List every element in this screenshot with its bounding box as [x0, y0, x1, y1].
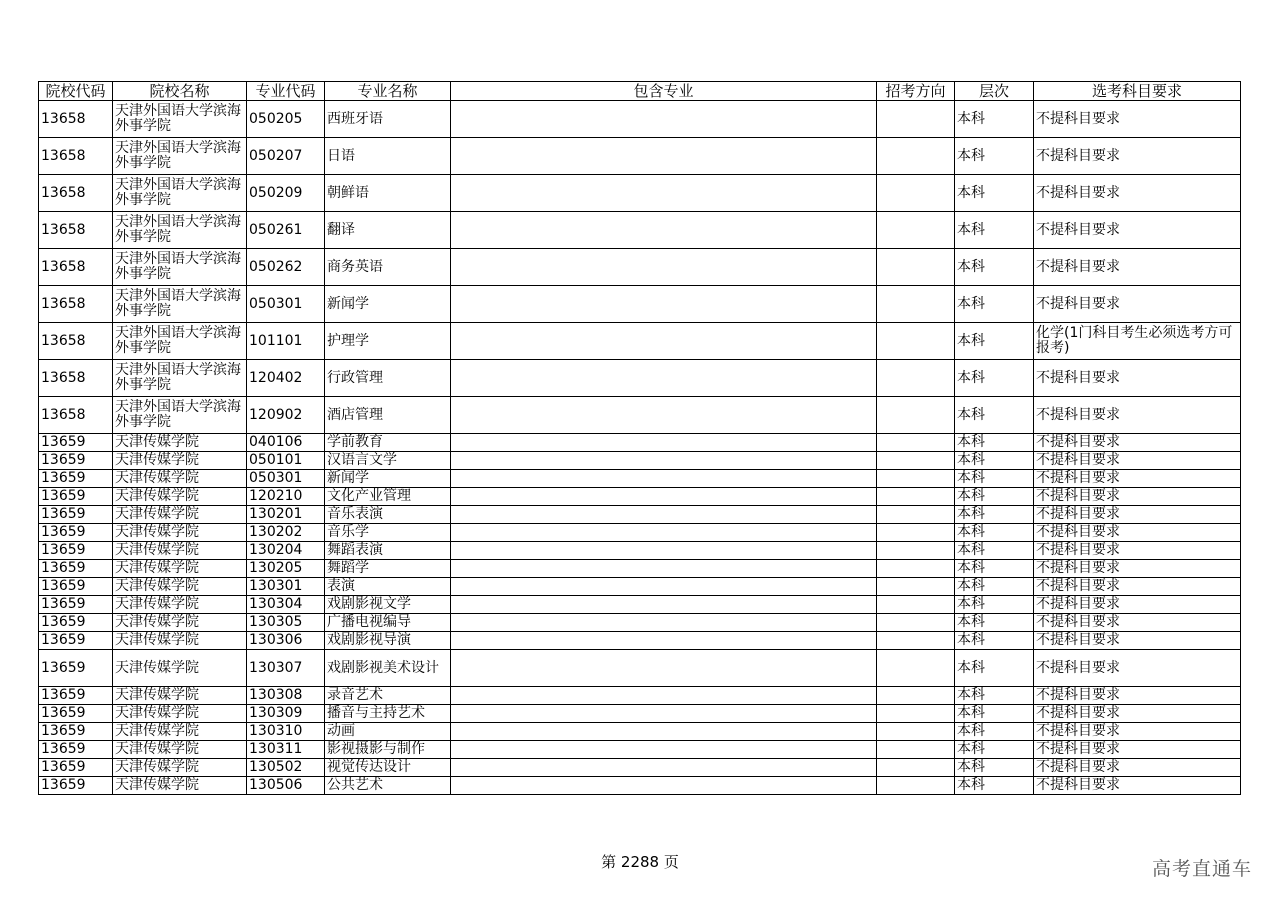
- cell-major-code: 130309: [247, 705, 325, 723]
- table-row: [39, 175, 1241, 212]
- table-row: [39, 687, 1241, 705]
- cell-major-code: 120902: [247, 397, 325, 434]
- cell-major-name: 新闻学: [325, 470, 451, 488]
- cell-school-code: 13659: [39, 560, 113, 578]
- cell-level: 本科: [955, 578, 1034, 596]
- table-row: [39, 397, 1241, 434]
- table-row: [39, 560, 1241, 578]
- cell-major-code: 130204: [247, 542, 325, 560]
- cell-major-code: 050262: [247, 249, 325, 286]
- table-row: [39, 286, 1241, 323]
- cell-included-majors: [451, 632, 877, 650]
- cell-school-name: 天津传媒学院: [113, 632, 247, 650]
- cell-direction: [877, 452, 955, 470]
- cell-direction: [877, 506, 955, 524]
- cell-major-name: 公共艺术: [325, 777, 451, 795]
- cell-major-name: 舞蹈学: [325, 560, 451, 578]
- cell-school-code: 13659: [39, 506, 113, 524]
- header-level: 层次: [955, 82, 1034, 101]
- cell-major-name: 翻译: [325, 212, 451, 249]
- cell-major-code: 130301: [247, 578, 325, 596]
- cell-included-majors: [451, 650, 877, 687]
- cell-school-code: 13659: [39, 723, 113, 741]
- cell-school-code: 13658: [39, 249, 113, 286]
- table-row: [39, 101, 1241, 138]
- cell-school-code: 13658: [39, 286, 113, 323]
- cell-school-code: 13659: [39, 434, 113, 452]
- cell-school-name: 天津外国语大学滨海外事学院: [113, 286, 247, 323]
- cell-major-code: 130307: [247, 650, 325, 687]
- cell-subject-requirement: 不提科目要求: [1034, 434, 1241, 452]
- cell-major-code: 050301: [247, 286, 325, 323]
- table-row: [39, 434, 1241, 452]
- cell-major-name: 音乐表演: [325, 506, 451, 524]
- cell-major-name: 行政管理: [325, 360, 451, 397]
- cell-included-majors: [451, 212, 877, 249]
- cell-direction: [877, 614, 955, 632]
- cell-school-name: 天津外国语大学滨海外事学院: [113, 360, 247, 397]
- header-included-majors: 包含专业: [451, 82, 877, 101]
- cell-subject-requirement: 不提科目要求: [1034, 542, 1241, 560]
- cell-major-name: 戏剧影视美术设计: [325, 650, 451, 687]
- cell-major-name: 酒店管理: [325, 397, 451, 434]
- header-direction: 招考方向: [877, 82, 955, 101]
- cell-subject-requirement: 不提科目要求: [1034, 741, 1241, 759]
- table-row: [39, 723, 1241, 741]
- cell-direction: [877, 542, 955, 560]
- table-row: [39, 212, 1241, 249]
- cell-school-code: 13658: [39, 138, 113, 175]
- header-major-name: 专业名称: [325, 82, 451, 101]
- cell-school-code: 13659: [39, 741, 113, 759]
- table-body: [39, 101, 1241, 795]
- cell-direction: [877, 560, 955, 578]
- cell-included-majors: [451, 286, 877, 323]
- cell-school-name: 天津外国语大学滨海外事学院: [113, 138, 247, 175]
- cell-major-name: 日语: [325, 138, 451, 175]
- header-school-code: 院校代码: [39, 82, 113, 101]
- table-row: [39, 524, 1241, 542]
- cell-level: 本科: [955, 286, 1034, 323]
- cell-school-code: 13659: [39, 632, 113, 650]
- cell-school-name: 天津传媒学院: [113, 488, 247, 506]
- cell-major-name: 商务英语: [325, 249, 451, 286]
- cell-subject-requirement: 不提科目要求: [1034, 614, 1241, 632]
- cell-subject-requirement: 化学(1门科目考生必须选考方可报考): [1034, 323, 1241, 360]
- cell-school-name: 天津传媒学院: [113, 741, 247, 759]
- cell-major-name: 音乐学: [325, 524, 451, 542]
- table-row: [39, 596, 1241, 614]
- cell-level: 本科: [955, 741, 1034, 759]
- table-header-row: [39, 82, 1241, 101]
- cell-included-majors: [451, 578, 877, 596]
- cell-major-code: 130201: [247, 506, 325, 524]
- cell-school-code: 13659: [39, 759, 113, 777]
- cell-major-name: 播音与主持艺术: [325, 705, 451, 723]
- cell-included-majors: [451, 542, 877, 560]
- cell-major-code: 130305: [247, 614, 325, 632]
- cell-included-majors: [451, 596, 877, 614]
- cell-level: 本科: [955, 470, 1034, 488]
- cell-direction: [877, 650, 955, 687]
- cell-subject-requirement: 不提科目要求: [1034, 687, 1241, 705]
- cell-school-code: 13658: [39, 212, 113, 249]
- cell-included-majors: [451, 434, 877, 452]
- cell-subject-requirement: 不提科目要求: [1034, 506, 1241, 524]
- cell-direction: [877, 360, 955, 397]
- cell-included-majors: [451, 397, 877, 434]
- cell-included-majors: [451, 249, 877, 286]
- cell-direction: [877, 524, 955, 542]
- cell-school-name: 天津传媒学院: [113, 759, 247, 777]
- cell-direction: [877, 212, 955, 249]
- cell-subject-requirement: 不提科目要求: [1034, 101, 1241, 138]
- cell-level: 本科: [955, 596, 1034, 614]
- cell-subject-requirement: 不提科目要求: [1034, 470, 1241, 488]
- cell-major-code: 130506: [247, 777, 325, 795]
- cell-school-code: 13659: [39, 614, 113, 632]
- cell-major-code: 130308: [247, 687, 325, 705]
- cell-level: 本科: [955, 175, 1034, 212]
- cell-school-name: 天津传媒学院: [113, 650, 247, 687]
- cell-major-name: 新闻学: [325, 286, 451, 323]
- cell-subject-requirement: 不提科目要求: [1034, 286, 1241, 323]
- cell-level: 本科: [955, 434, 1034, 452]
- cell-major-code: 130205: [247, 560, 325, 578]
- cell-level: 本科: [955, 542, 1034, 560]
- cell-direction: [877, 723, 955, 741]
- cell-level: 本科: [955, 560, 1034, 578]
- cell-direction: [877, 323, 955, 360]
- cell-school-name: 天津传媒学院: [113, 723, 247, 741]
- cell-school-name: 天津传媒学院: [113, 560, 247, 578]
- cell-school-name: 天津传媒学院: [113, 452, 247, 470]
- cell-subject-requirement: 不提科目要求: [1034, 360, 1241, 397]
- table-row: [39, 360, 1241, 397]
- cell-subject-requirement: 不提科目要求: [1034, 650, 1241, 687]
- cell-included-majors: [451, 723, 877, 741]
- cell-school-name: 天津传媒学院: [113, 687, 247, 705]
- cell-school-code: 13659: [39, 524, 113, 542]
- cell-included-majors: [451, 741, 877, 759]
- cell-level: 本科: [955, 506, 1034, 524]
- cell-school-name: 天津传媒学院: [113, 542, 247, 560]
- cell-included-majors: [451, 705, 877, 723]
- cell-school-name: 天津外国语大学滨海外事学院: [113, 323, 247, 360]
- table-row: [39, 759, 1241, 777]
- cell-school-code: 13659: [39, 777, 113, 795]
- cell-level: 本科: [955, 632, 1034, 650]
- table-row: [39, 488, 1241, 506]
- admissions-table: [38, 81, 1241, 795]
- cell-subject-requirement: 不提科目要求: [1034, 397, 1241, 434]
- cell-major-name: 动画: [325, 723, 451, 741]
- cell-major-name: 学前教育: [325, 434, 451, 452]
- cell-subject-requirement: 不提科目要求: [1034, 578, 1241, 596]
- cell-school-name: 天津传媒学院: [113, 614, 247, 632]
- cell-included-majors: [451, 488, 877, 506]
- table-row: [39, 506, 1241, 524]
- cell-included-majors: [451, 101, 877, 138]
- cell-subject-requirement: 不提科目要求: [1034, 632, 1241, 650]
- table-row: [39, 470, 1241, 488]
- cell-major-code: 130311: [247, 741, 325, 759]
- cell-major-name: 汉语言文学: [325, 452, 451, 470]
- cell-direction: [877, 286, 955, 323]
- cell-school-name: 天津传媒学院: [113, 777, 247, 795]
- cell-major-code: 050261: [247, 212, 325, 249]
- cell-school-code: 13659: [39, 470, 113, 488]
- cell-school-name: 天津传媒学院: [113, 470, 247, 488]
- cell-direction: [877, 687, 955, 705]
- cell-school-code: 13658: [39, 323, 113, 360]
- cell-major-code: 050205: [247, 101, 325, 138]
- cell-subject-requirement: 不提科目要求: [1034, 452, 1241, 470]
- cell-direction: [877, 596, 955, 614]
- cell-included-majors: [451, 452, 877, 470]
- cell-direction: [877, 175, 955, 212]
- cell-school-code: 13659: [39, 705, 113, 723]
- cell-included-majors: [451, 759, 877, 777]
- cell-school-code: 13659: [39, 488, 113, 506]
- cell-subject-requirement: 不提科目要求: [1034, 138, 1241, 175]
- watermark: 高考直通车: [1151, 858, 1252, 880]
- cell-subject-requirement: 不提科目要求: [1034, 723, 1241, 741]
- cell-direction: [877, 138, 955, 175]
- table-row: [39, 542, 1241, 560]
- cell-level: 本科: [955, 249, 1034, 286]
- cell-subject-requirement: 不提科目要求: [1034, 777, 1241, 795]
- cell-subject-requirement: 不提科目要求: [1034, 488, 1241, 506]
- cell-level: 本科: [955, 759, 1034, 777]
- cell-school-code: 13658: [39, 101, 113, 138]
- cell-subject-requirement: 不提科目要求: [1034, 759, 1241, 777]
- cell-school-name: 天津传媒学院: [113, 524, 247, 542]
- cell-direction: [877, 249, 955, 286]
- cell-included-majors: [451, 470, 877, 488]
- cell-included-majors: [451, 506, 877, 524]
- cell-school-code: 13659: [39, 650, 113, 687]
- page-number: 第 2288 页: [601, 853, 679, 871]
- table-row: [39, 614, 1241, 632]
- cell-included-majors: [451, 360, 877, 397]
- header-major-code: 专业代码: [247, 82, 325, 101]
- cell-major-name: 影视摄影与制作: [325, 741, 451, 759]
- cell-school-name: 天津外国语大学滨海外事学院: [113, 397, 247, 434]
- table-row: [39, 578, 1241, 596]
- cell-level: 本科: [955, 524, 1034, 542]
- cell-subject-requirement: 不提科目要求: [1034, 705, 1241, 723]
- cell-direction: [877, 741, 955, 759]
- cell-school-name: 天津外国语大学滨海外事学院: [113, 249, 247, 286]
- cell-level: 本科: [955, 723, 1034, 741]
- table-row: [39, 777, 1241, 795]
- cell-direction: [877, 488, 955, 506]
- cell-level: 本科: [955, 138, 1034, 175]
- cell-level: 本科: [955, 705, 1034, 723]
- cell-level: 本科: [955, 323, 1034, 360]
- cell-included-majors: [451, 524, 877, 542]
- cell-major-name: 西班牙语: [325, 101, 451, 138]
- cell-included-majors: [451, 138, 877, 175]
- cell-major-name: 护理学: [325, 323, 451, 360]
- cell-school-name: 天津外国语大学滨海外事学院: [113, 212, 247, 249]
- cell-included-majors: [451, 614, 877, 632]
- cell-school-name: 天津传媒学院: [113, 578, 247, 596]
- cell-major-code: 130502: [247, 759, 325, 777]
- cell-major-code: 120210: [247, 488, 325, 506]
- cell-major-name: 文化产业管理: [325, 488, 451, 506]
- cell-major-name: 录音艺术: [325, 687, 451, 705]
- cell-level: 本科: [955, 488, 1034, 506]
- cell-included-majors: [451, 560, 877, 578]
- cell-major-code: 130306: [247, 632, 325, 650]
- cell-school-name: 天津传媒学院: [113, 596, 247, 614]
- cell-school-code: 13658: [39, 175, 113, 212]
- cell-level: 本科: [955, 687, 1034, 705]
- cell-major-name: 戏剧影视文学: [325, 596, 451, 614]
- cell-included-majors: [451, 323, 877, 360]
- cell-included-majors: [451, 687, 877, 705]
- cell-direction: [877, 470, 955, 488]
- cell-major-code: 130202: [247, 524, 325, 542]
- cell-direction: [877, 397, 955, 434]
- cell-level: 本科: [955, 212, 1034, 249]
- cell-direction: [877, 578, 955, 596]
- cell-major-code: 130304: [247, 596, 325, 614]
- cell-school-code: 13659: [39, 687, 113, 705]
- cell-school-name: 天津传媒学院: [113, 506, 247, 524]
- cell-level: 本科: [955, 614, 1034, 632]
- cell-included-majors: [451, 777, 877, 795]
- cell-school-code: 13658: [39, 360, 113, 397]
- cell-school-code: 13659: [39, 542, 113, 560]
- cell-included-majors: [451, 175, 877, 212]
- cell-subject-requirement: 不提科目要求: [1034, 560, 1241, 578]
- cell-major-name: 朝鲜语: [325, 175, 451, 212]
- cell-major-code: 050209: [247, 175, 325, 212]
- cell-direction: [877, 759, 955, 777]
- cell-major-name: 视觉传达设计: [325, 759, 451, 777]
- cell-school-name: 天津传媒学院: [113, 434, 247, 452]
- cell-school-code: 13658: [39, 397, 113, 434]
- table-row: [39, 249, 1241, 286]
- table-row: [39, 452, 1241, 470]
- cell-direction: [877, 705, 955, 723]
- table-row: [39, 705, 1241, 723]
- cell-school-name: 天津外国语大学滨海外事学院: [113, 101, 247, 138]
- cell-level: 本科: [955, 650, 1034, 687]
- cell-major-code: 120402: [247, 360, 325, 397]
- cell-major-name: 舞蹈表演: [325, 542, 451, 560]
- cell-subject-requirement: 不提科目要求: [1034, 175, 1241, 212]
- cell-level: 本科: [955, 397, 1034, 434]
- cell-subject-requirement: 不提科目要求: [1034, 212, 1241, 249]
- cell-major-name: 戏剧影视导演: [325, 632, 451, 650]
- cell-major-code: 050101: [247, 452, 325, 470]
- cell-major-code: 040106: [247, 434, 325, 452]
- cell-major-code: 050301: [247, 470, 325, 488]
- table-row: [39, 650, 1241, 687]
- cell-school-name: 天津传媒学院: [113, 705, 247, 723]
- cell-major-code: 130310: [247, 723, 325, 741]
- table-row: [39, 138, 1241, 175]
- cell-school-code: 13659: [39, 578, 113, 596]
- header-school-name: 院校名称: [113, 82, 247, 101]
- cell-level: 本科: [955, 777, 1034, 795]
- cell-level: 本科: [955, 360, 1034, 397]
- table-row: [39, 741, 1241, 759]
- cell-subject-requirement: 不提科目要求: [1034, 524, 1241, 542]
- cell-major-code: 050207: [247, 138, 325, 175]
- cell-direction: [877, 777, 955, 795]
- table-row: [39, 323, 1241, 360]
- cell-school-code: 13659: [39, 596, 113, 614]
- cell-major-name: 表演: [325, 578, 451, 596]
- cell-direction: [877, 434, 955, 452]
- cell-level: 本科: [955, 101, 1034, 138]
- cell-school-name: 天津外国语大学滨海外事学院: [113, 175, 247, 212]
- table-row: [39, 632, 1241, 650]
- header-subject-requirement: 选考科目要求: [1034, 82, 1241, 101]
- cell-major-code: 101101: [247, 323, 325, 360]
- cell-subject-requirement: 不提科目要求: [1034, 596, 1241, 614]
- cell-subject-requirement: 不提科目要求: [1034, 249, 1241, 286]
- cell-major-name: 广播电视编导: [325, 614, 451, 632]
- cell-level: 本科: [955, 452, 1034, 470]
- cell-school-code: 13659: [39, 452, 113, 470]
- cell-direction: [877, 632, 955, 650]
- cell-direction: [877, 101, 955, 138]
